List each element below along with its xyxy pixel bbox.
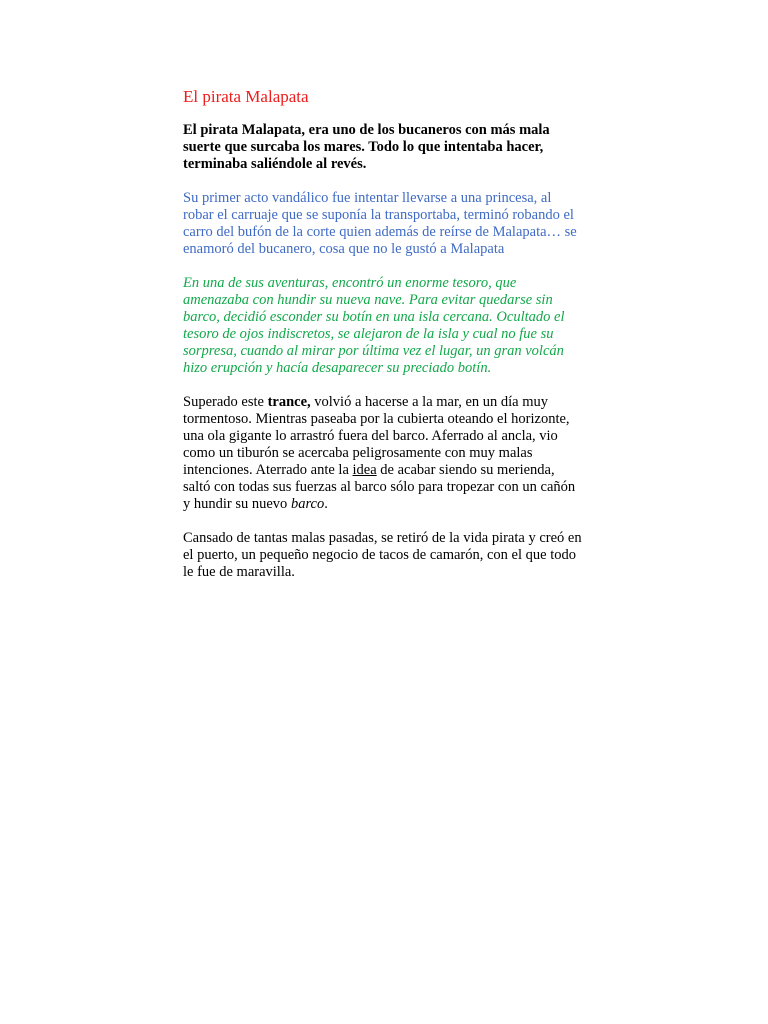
storm-text-2: volvió a hacerse a la mar, en un día muy tormentoso. Mientras paseaba por la cubierta oteando el horizonte, una ola gigante lo arrastró fuera del barco. Aferrado al ancla, vio como un tiburón se acercaba peligrosamente con muy malas intenciones. Aterrado ante la [183, 394, 570, 478]
princess-paragraph: Su primer acto vandálico fue intentar llevarse a una princesa, al robar el carruaje que se suponía la transportaba, terminó robando el carro del bufón de la corte quien además de reírse de Malapata… se enamoró del bucanero, cosa que no le gustó a Malapata [183, 190, 577, 257]
retirement-paragraph: Cansado de tantas malas pasadas, se retiró de la vida pirata y creó en el puerto, un pequeño negocio de tacos de camarón, con el que todo le fue de maravilla. [183, 530, 582, 580]
trance-bold-word: trance, [267, 394, 311, 410]
storm-paragraph [183, 394, 583, 513]
treasure-paragraph: En una de sus aventuras, encontró un enorme tesoro, que amenazaba con hundir su nueva nave. Para evitar quedarse sin barco, decidió esconder su botín en una isla cercana. Ocultado el tesoro de ojos indiscretos, se alejaron de la isla y cual no fue su sorpresa, cuando al mirar por última vez el lugar, un gran volcán hizo erupción y hacía desaparecer su preciado botín. [183, 275, 565, 376]
storm-text-4: . [324, 496, 328, 512]
intro-paragraph: El pirata Malapata, era uno de los bucaneros con más mala suerte que surcaba los mares. Todo lo que intentaba hacer, terminaba saliéndole al revés. [183, 122, 550, 172]
storm-text-1: Superado este [183, 394, 268, 410]
storm-text-3: de acabar siendo su merienda, saltó con todas sus fuerzas al barco sólo para tropezar con un cañón y hundir su nuevo [183, 462, 576, 512]
document-page [183, 84, 583, 581]
idea-underlined-word: idea [352, 462, 377, 478]
barco-italic-word: barco [290, 496, 325, 512]
document-title: El pirata Malapata [183, 87, 309, 106]
